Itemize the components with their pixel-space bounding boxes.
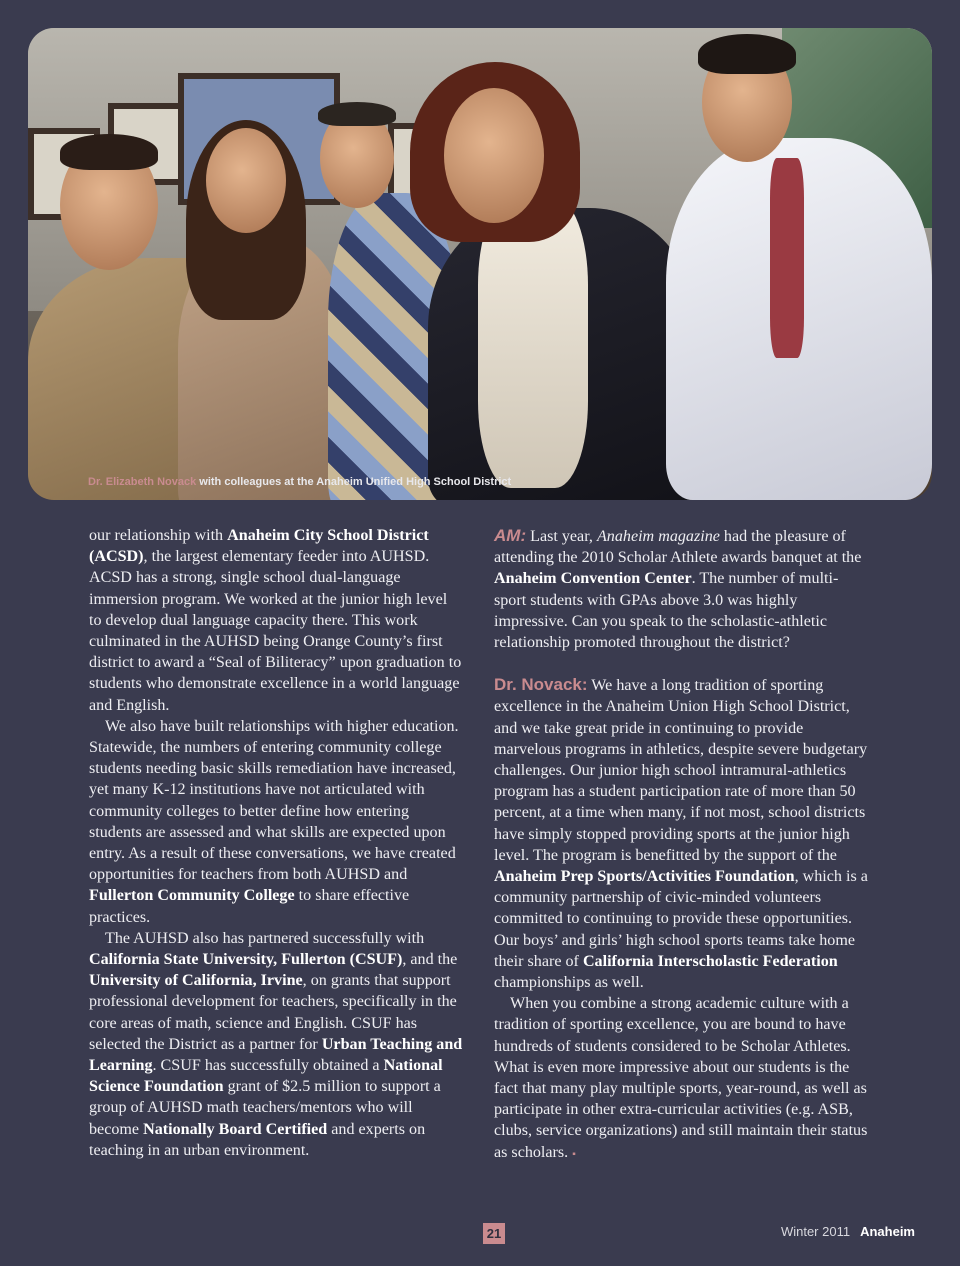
left-paragraph-3 [89,928,463,1161]
page-number: 21 [483,1223,505,1244]
text-run: When you combine a strong academic culture with a tradition of sporting excellence, you are bound to have hundreds of students considered to be Scholar Athletes. What is even more impressive about our students is the fact that many play multiple sports, year-round, as well as participate in other extra-curricular activities (e.g. ASB, clubs, service organizations) and still maintain their status as scholars. [494,995,868,1161]
bold-text: Nationally Board Certified [143,1120,328,1138]
left-paragraph-1 [89,525,463,716]
text-run: . The number of multi-sport students with GPAs above 3.0 was highly impressive. Can you speak to the scholastic-athletic relationship promoted throughout the district? [494,570,839,652]
bold-text: Anaheim Prep Sports/Activities Foundation [494,868,795,886]
answer-text-2 [494,995,867,1160]
bold-text: California Interscholastic Federation [582,952,838,970]
text-run: had the pleasure of attending the 2010 Scholar Athlete awards banquet at the [494,528,862,567]
person-argyle-hair [318,102,396,126]
bold-text: Urban Teaching and Learning [89,1035,463,1075]
text-run: , and the [402,951,458,969]
bold-text: University of California, Irvine [89,972,303,990]
answer-paragraph-2 [494,993,870,1165]
photo-caption-text: with colleagues at the Anaheim Unified High School District [196,476,512,488]
question-paragraph [494,525,870,653]
answer-label: Dr. Novack: [494,675,588,695]
text-run: . CSUF has successfully obtained a [152,1057,384,1075]
photo-caption-name: Dr. Elizabeth Novack [88,476,197,488]
issue-date: Winter 2011 [780,1224,851,1239]
text-run: The AUHSD also has partnered successfully with [105,929,425,947]
person-right-tie [770,158,804,358]
text-run: , on grants that support professional development for teachers, specifically in the core areas of math, science and English. CSUF has selected the District as a partner for [89,972,457,1053]
end-mark: ▪ [572,1148,576,1160]
text-run: championships as well. [494,974,644,992]
person-novack-head [444,88,544,223]
bold-text: California State University, Fullerton (CSUF) [89,951,403,969]
text-run: grant of $2.5 million to support a group of AUHSD math teachers/mentors who will become [89,1078,441,1138]
text-run: We also have built relationships with higher education. Statewide, the numbers of entering community college students needing basic skills remediation have increased, yet many K-12 institutions have not articulated with community colleges to better define how entering students are assessed and what skills are expected upon entry. As a result of these conversations, we have created opportunities for teachers from both AUHSD and [89,717,459,884]
text-run: , the largest elementary feeder into AUHSD. ACSD has a strong, single school dual-language immersion program. We worked at the junior high level to develop dual language capacity there. This work culminated in the AUHSD being Orange County’s first district to award a “Seal of Biliteracy” upon graduation to students who demonstrate excellence in a world language and English. [89,548,462,714]
text-run: our relationship with [89,527,228,544]
bold-text: Anaheim Convention Center [494,570,692,588]
bold-text: Anaheim City School District (ACSD) [89,527,429,566]
photo-caption [88,476,511,488]
person-left-hair [60,134,158,170]
spacer [494,653,870,674]
right-column [494,525,870,1165]
bold-text: National Science Foundation [89,1057,443,1096]
question-label: AM: [494,526,527,545]
cover-photo [28,28,932,500]
answer-text-1 [494,677,868,991]
person-right-hair [698,34,796,74]
text-run: We have a long tradition of sporting excellence in the Anaheim Union High School District, and we take great pride in continuing to provide marvelous programs in athletics, despite severe budgetary challenges. Our junior high school intramural-athletics program has a student participation rate of more than 50 percent, at a time when many, if not most, school districts have simply stopped providing sports at the junior high level. The program is benefitted by the support of the [494,677,868,864]
text-run: , which is a community partnership of civic-minded volunteers committed to continuing to provide these opportunities. Our boys’ and girls’ high school sports teams take home their share of [494,868,868,970]
magazine-name: Anaheim [860,1224,915,1239]
question-text [494,528,861,651]
italic-text: Anaheim magazine [596,528,720,545]
text-run: to share effective practices. [89,887,410,926]
left-column [89,525,463,1161]
answer-paragraph-1 [494,674,870,993]
person-woman-beige-head [206,128,286,233]
page-footer [781,1224,915,1239]
text-run: Last year, [526,528,597,545]
bold-text: Fullerton Community College [89,887,295,905]
left-paragraph-2 [89,716,463,928]
text-run: and experts on teaching in an urban environment. [89,1120,426,1159]
